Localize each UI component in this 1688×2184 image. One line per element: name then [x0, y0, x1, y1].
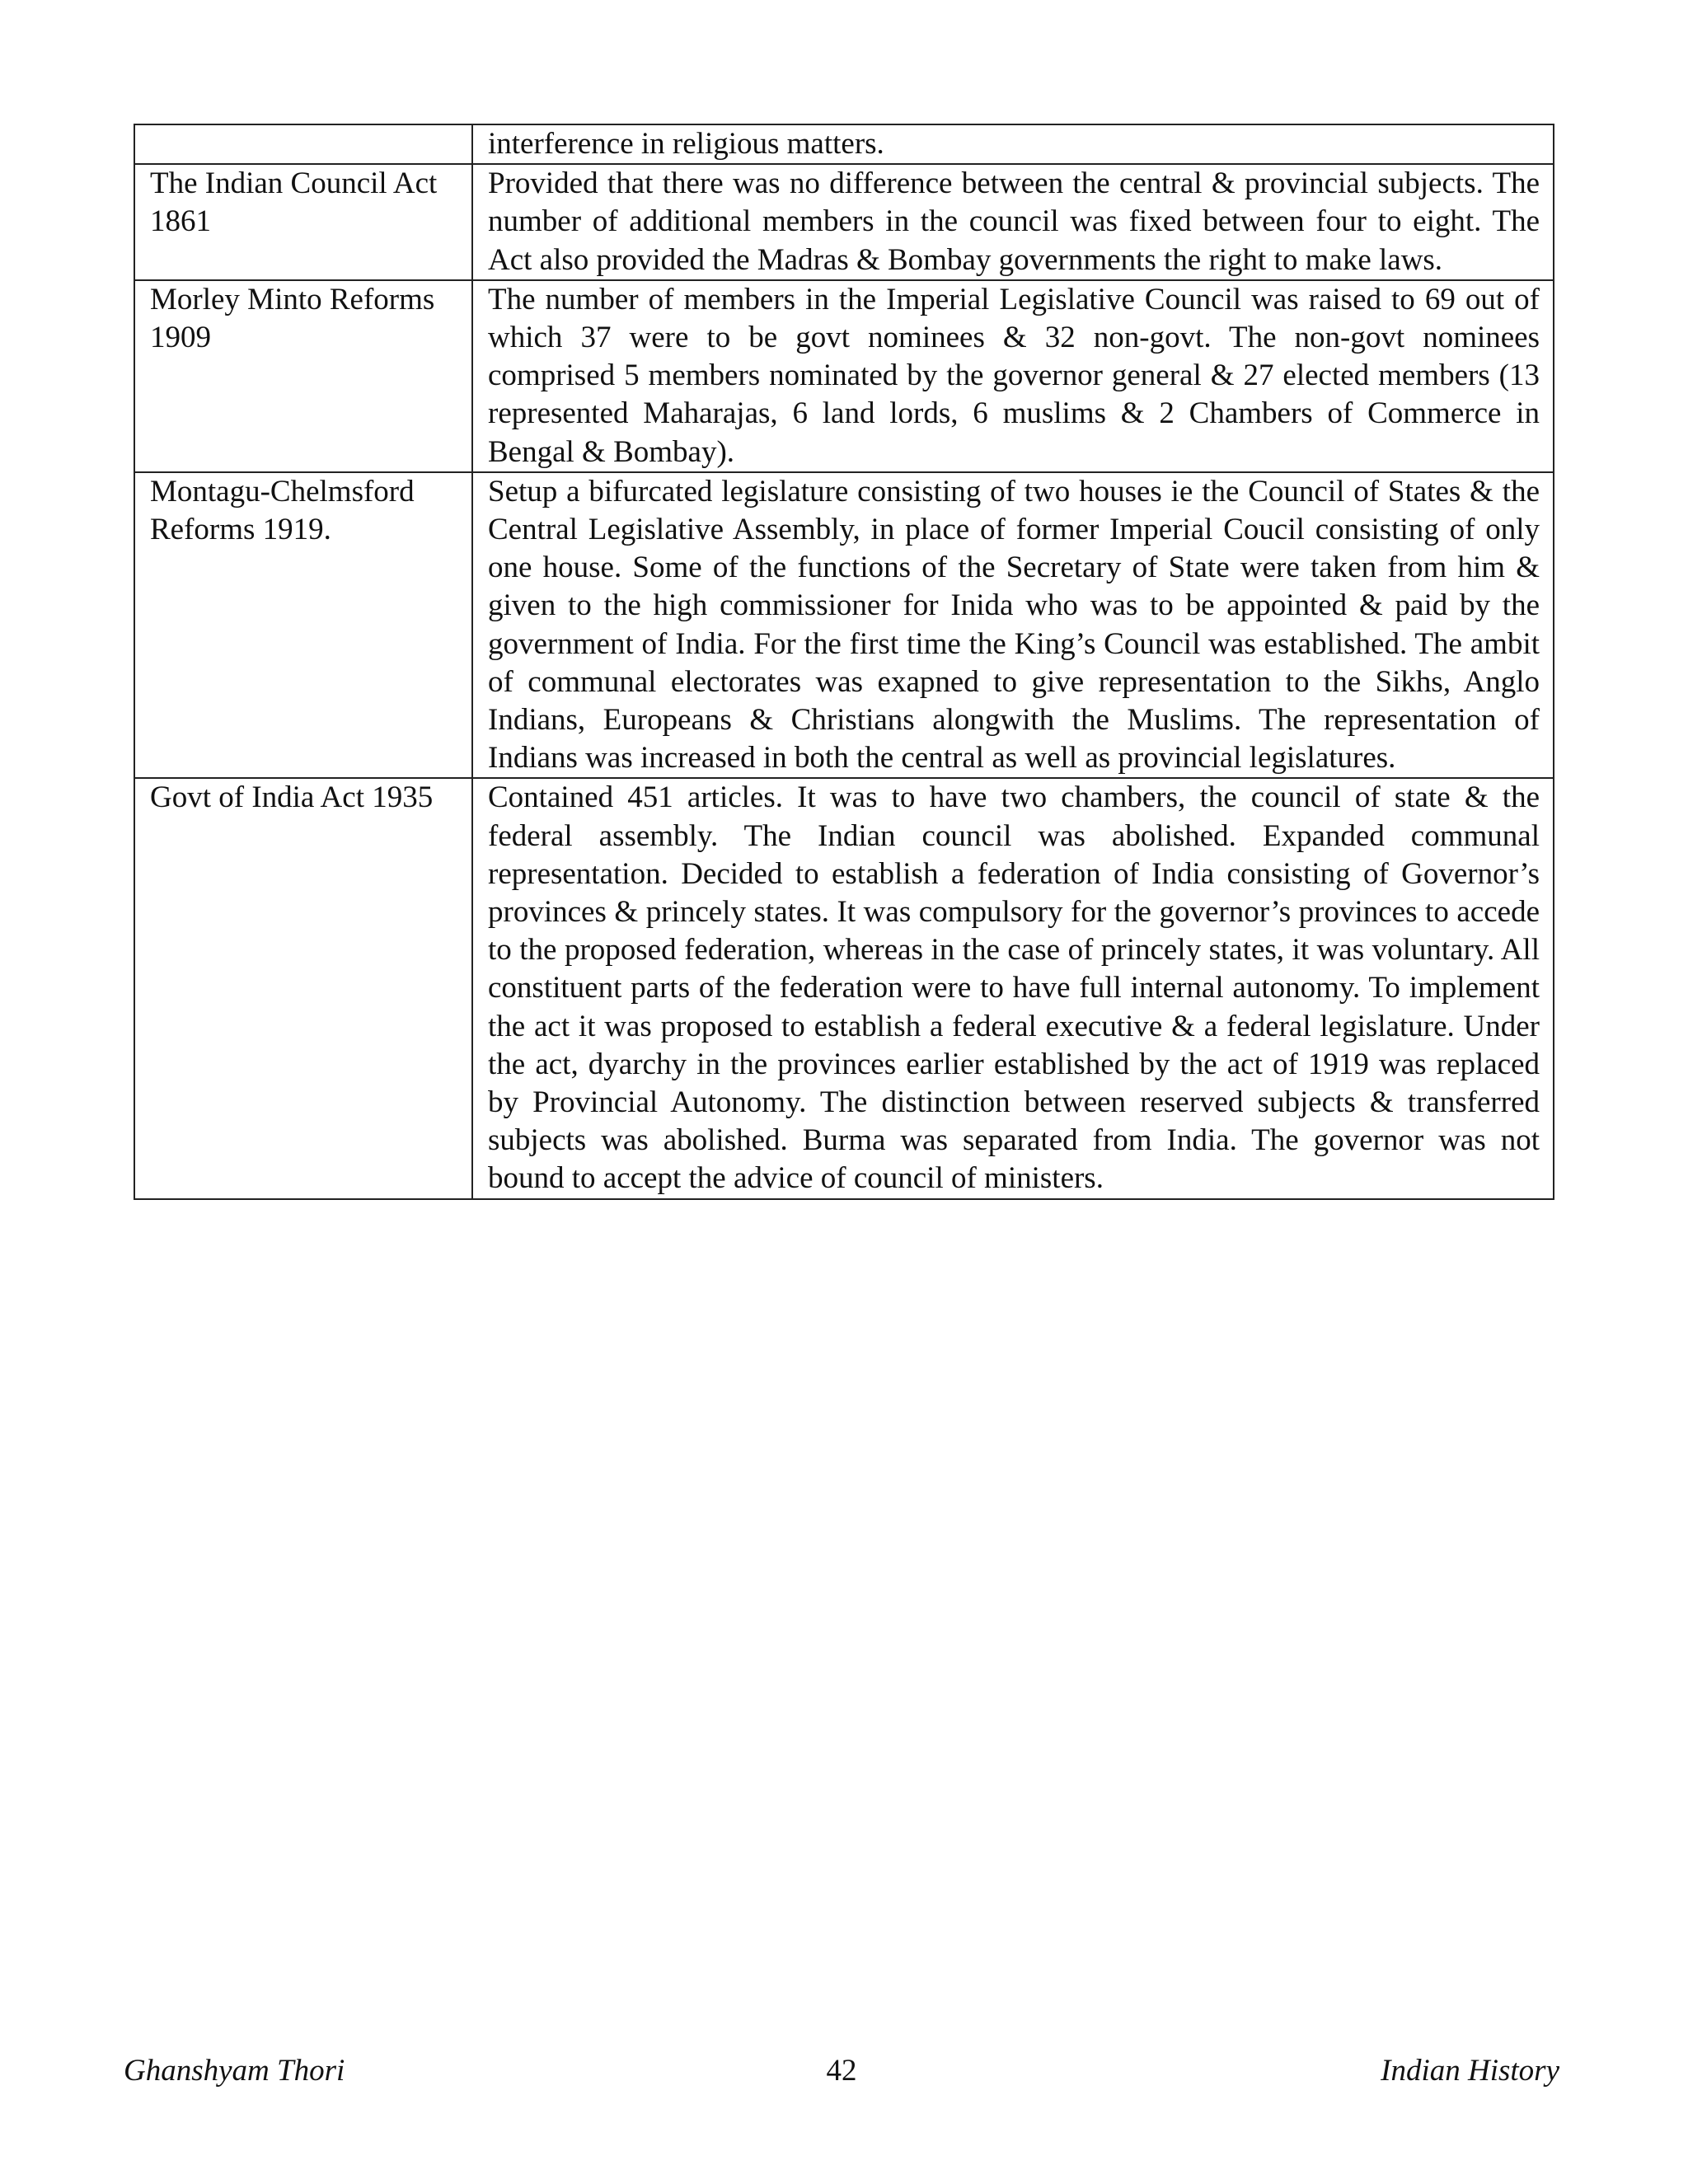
act-description-cell: Provided that there was no difference between the central & provincial subjects. The number of additional members in the council was fixed between four to eight. The Act also provided the Madras & Bombay governments the right to make laws.: [472, 164, 1554, 280]
act-description-cell: Setup a bifurcated legislature consisting of two houses ie the Council of States & the Central Legislative Assembly, in place of former Imperial Coucil consisting of only one house. Some of the functions of the Secretary of State were taken from him & given to the high commissioner for Inida who was to be appointed & paid by the government of India. For the first time the King’s Council was established. The ambit of communal electorates was exapned to give representation to the Sikhs, Anglo Indians, Europeans & Christians alongwith the Muslims. The representation of Indians was increased in both the central as well as provincial legislatures.: [472, 472, 1554, 779]
acts-table: [134, 124, 1554, 1200]
act-name-cell: Montagu-Chelmsford Reforms 1919.: [134, 472, 472, 779]
footer-subject: Indian History: [1381, 2054, 1559, 2088]
table-row: [134, 778, 1554, 1198]
act-name-cell: Morley Minto Reforms 1909: [134, 280, 472, 472]
act-description-cell: Contained 451 articles. It was to have two chambers, the council of state & the federal assembly. The Indian council was abolished. Expanded communal representation. Decided to establish a federation of India consisting of Governor’s provinces & princely states. It was compulsory for the governor’s provinces to accede to the proposed federation, whereas in the case of princely states, it was voluntary. All constituent parts of the federation were to have full internal autonomy. To implement the act it was proposed to establish a federal executive & a federal legislature. Under the act, dyarchy in the provinces earlier established by the act of 1919 was replaced by Provincial Autonomy. The distinction between reserved subjects & transferred subjects was abolished. Burma was separated from India. The governor was not bound to accept the advice of council of ministers.: [472, 778, 1554, 1198]
table-row: [134, 280, 1554, 472]
act-name-cell: The Indian Council Act 1861: [134, 164, 472, 280]
table-row: [134, 164, 1554, 280]
footer-author: Ghanshyam Thori: [124, 2054, 345, 2088]
page-number: 42: [826, 2054, 857, 2088]
table-row: [134, 472, 1554, 779]
act-name-cell: [134, 124, 472, 164]
act-description-cell: interference in religious matters.: [472, 124, 1554, 164]
act-description-cell: The number of members in the Imperial Legislative Council was raised to 69 out of which 37 were to be govt nominees & 32 non-govt. The non-govt nominees comprised 5 members nominated by the governor general & 27 elected members (13 represented Maharajas, 6 land lords, 6 muslims & 2 Chambers of Commerce in Bengal & Bombay).: [472, 280, 1554, 472]
page-footer: [124, 2050, 1559, 2092]
act-name-cell: Govt of India Act 1935: [134, 778, 472, 1198]
table-row: [134, 124, 1554, 164]
